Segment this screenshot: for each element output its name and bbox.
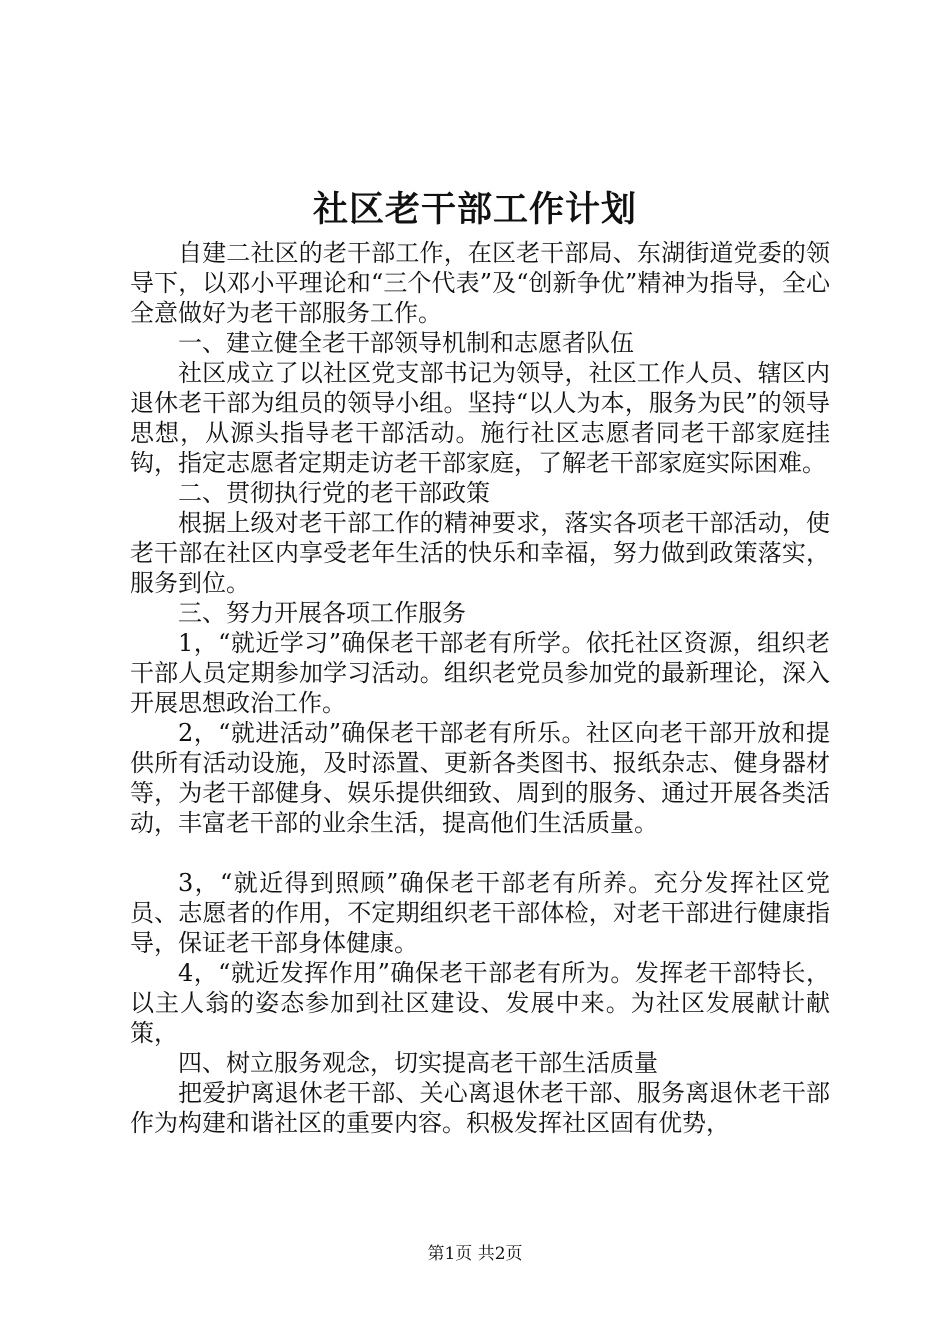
page-footer: 第1页 共2页 (427, 1244, 523, 1264)
paragraph-section-2: 根据上级对老干部工作的精神要求，落实各项老干部活动，使老干部在社区内享受老年生活的快乐和幸福，努力做到政策落实，服务到位。 (130, 509, 830, 597)
paragraph-section-4: 把爱护离退休老干部、关心离退休老干部、服务离退休老干部作为构建和谐社区的重要内容。积极发挥社区固有优势， (130, 1079, 830, 1137)
section-heading-2: 二、贯彻执行党的老干部政策 (178, 479, 490, 507)
document-body (130, 238, 830, 1138)
paragraph-item-2: 2，“就进活动”确保老干部老有所乐。社区向老干部开放和提供所有活动设施，及时添置、更新各类图书、报纸杂志、健身器材等，为老干部健身、娱乐提供细致、周到的服务、通过开展各类活动，丰富老干部的业余生活，提高他们生活质量。 (130, 719, 830, 837)
paragraph-item-4: 4，“就近发挥作用”确保老干部老有所为。发挥老干部特长，以主人翁的姿态参加到社区建设、发展中来。为社区发展献计献策， (130, 959, 830, 1047)
paragraph-intro: 自建二社区的老干部工作，在区老干部局、东湖街道党委的领导下，以邓小平理论和“三个代表”及“创新争优”精神为指导，全心全意做好为老干部服务工作。 (130, 239, 830, 327)
document-title: 社区老干部工作计划 (312, 189, 637, 230)
paragraph-item-1: 1，“就近学习”确保老干部老有所学。依托社区资源，组织老干部人员定期参加学习活动。组织老党员参加党的最新理论，深入开展思想政治工作。 (130, 629, 830, 717)
section-heading-4: 四、树立服务观念，切实提高老干部生活质量 (178, 1049, 658, 1077)
section-heading-1: 一、建立健全老干部领导机制和志愿者队伍 (178, 329, 634, 357)
section-heading-3: 三、努力开展各项工作服务 (178, 599, 466, 627)
paragraph-section-1: 社区成立了以社区党支部书记为领导，社区工作人员、辖区内退休老干部为组员的领导小组。坚持“以人为本，服务为民”的领导思想，从源头指导老干部活动。施行社区志愿者同老干部家庭挂钩，指定志愿者定期走访老干部家庭，了解老干部家庭实际困难。 (130, 359, 830, 477)
paragraph-item-3: 3，“就近得到照顾”确保老干部老有所养。充分发挥社区党员、志愿者的作用，不定期组织老干部体检，对老干部进行健康指导，保证老干部身体健康。 (130, 869, 830, 957)
